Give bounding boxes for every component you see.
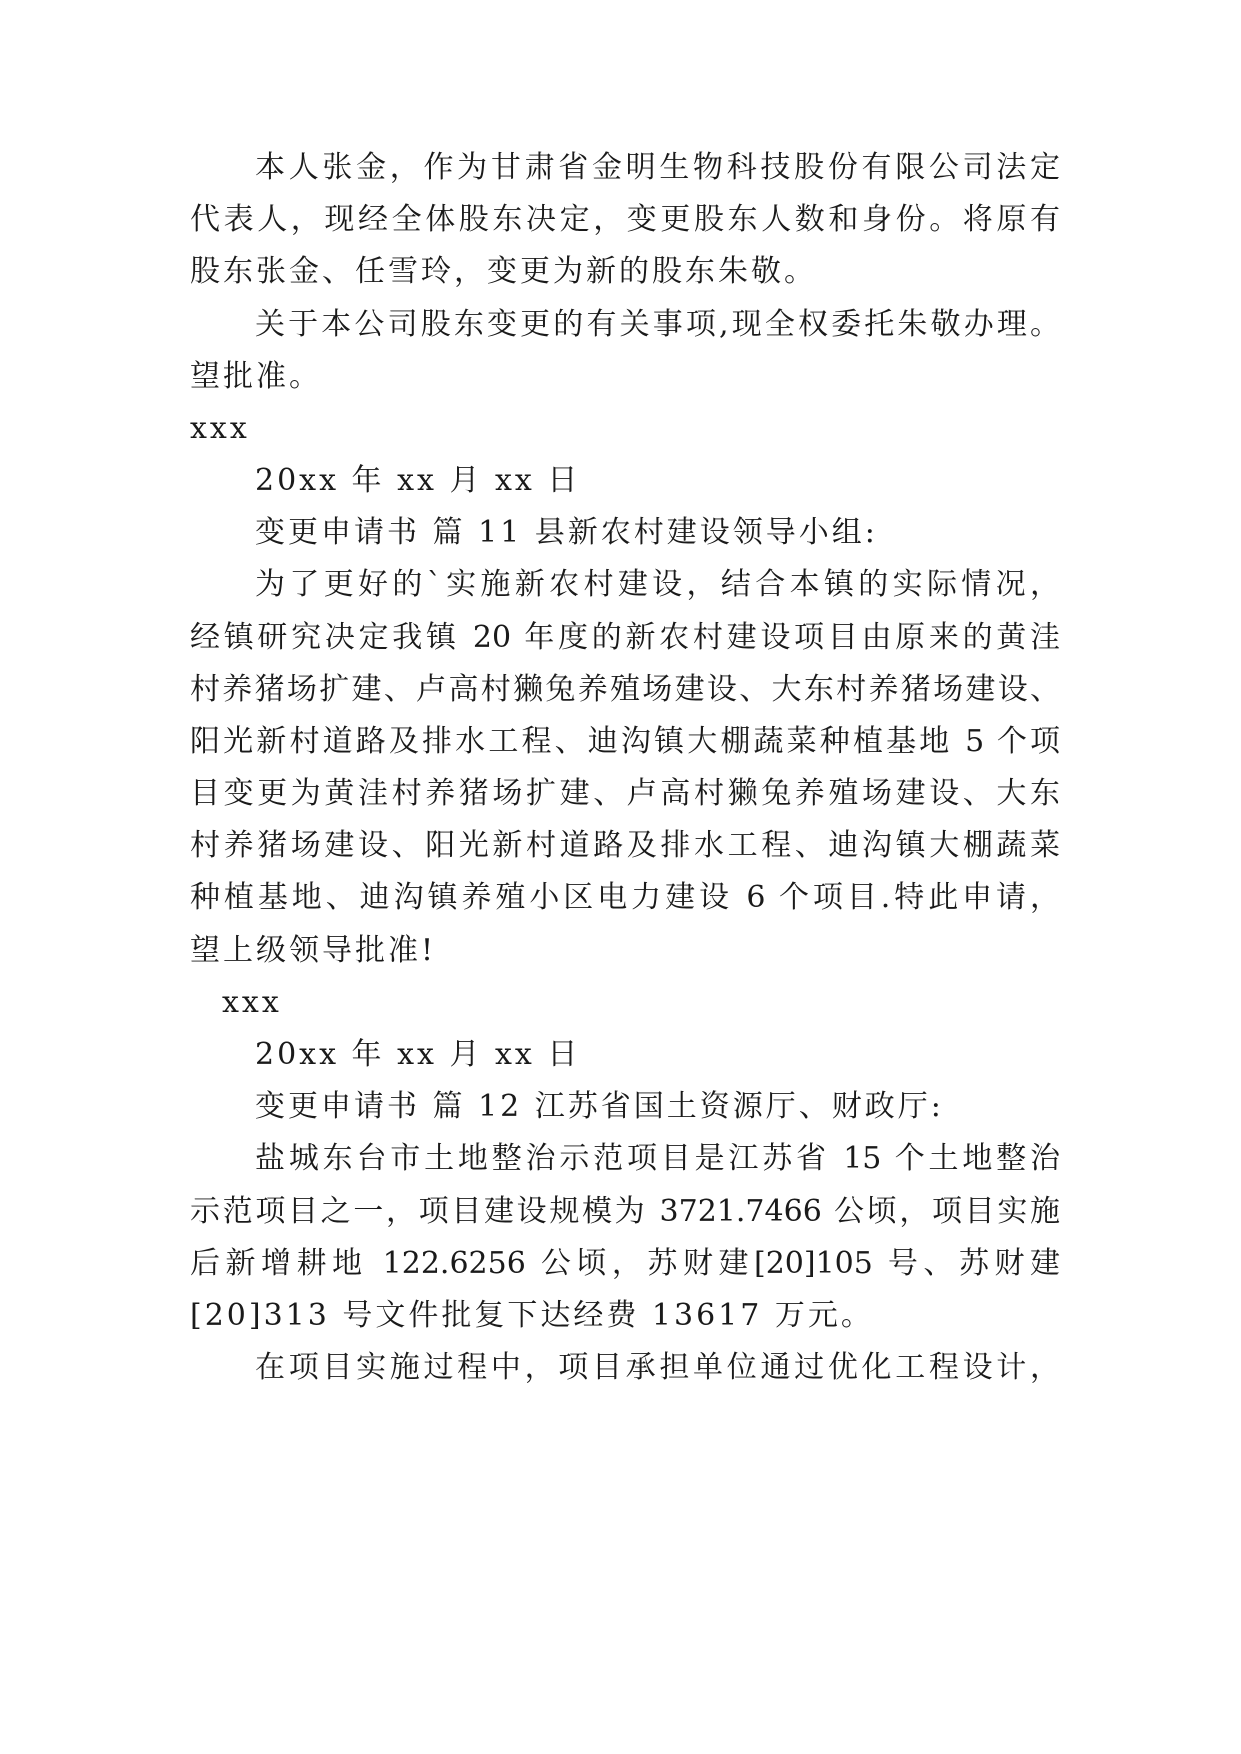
text-line: 目变更为黄洼村养猪场扩建、卢高村獭兔养殖场建设、大东 bbox=[190, 776, 1060, 811]
text-line: 阳光新村道路及排水工程、迪沟镇大棚蔬菜种植基地 5 个项 bbox=[190, 724, 1060, 759]
text-line: 关于本公司股东变更的有关事项,现全权委托朱敬办理。 bbox=[255, 307, 1060, 342]
text-line: 股东张金、任雪玲，变更为新的股东朱敬。 bbox=[190, 254, 817, 289]
section-heading: 变更申请书 篇 11 县新农村建设领导小组: bbox=[255, 515, 878, 550]
text-line: 望批准。 bbox=[190, 359, 322, 394]
text-line: 种植基地、迪沟镇养殖小区电力建设 6 个项目.特此申请， bbox=[190, 880, 1060, 915]
text-line: 望上级领导批准! bbox=[190, 933, 437, 968]
text-line: 经镇研究决定我镇 20 年度的新农村建设项目由原来的黄洼 bbox=[190, 620, 1060, 655]
date-line: 20xx 年 xx 月 xx 日 bbox=[255, 463, 581, 498]
text-line: 代表人，现经全体股东决定，变更股东人数和身份。将原有 bbox=[190, 202, 1060, 237]
text-line: 村养猪场建设、阳光新村道路及排水工程、迪沟镇大棚蔬菜 bbox=[190, 828, 1060, 863]
signature-line: xxx bbox=[222, 985, 282, 1020]
text-line: 为了更好的`实施新农村建设，结合本镇的实际情况， bbox=[255, 567, 1060, 602]
text-line: 盐城东台市土地整治示范项目是江苏省 15 个土地整治 bbox=[255, 1141, 1060, 1176]
text-line: 本人张金，作为甘肃省金明生物科技股份有限公司法定 bbox=[255, 150, 1060, 185]
date-line: 20xx 年 xx 月 xx 日 bbox=[255, 1037, 581, 1072]
signature-line: xxx bbox=[190, 411, 250, 446]
text-line: 村养猪场扩建、卢高村獭兔养殖场建设、大东村养猪场建设、 bbox=[190, 672, 1060, 707]
text-line: 示范项目之一，项目建设规模为 3721.7466 公顷，项目实施 bbox=[190, 1194, 1060, 1229]
text-line: 在项目实施过程中，项目承担单位通过优化工程设计， bbox=[255, 1350, 1060, 1385]
section-heading: 变更申请书 篇 12 江苏省国土资源厅、财政厅: bbox=[255, 1089, 944, 1124]
text-line: 后新增耕地 122.6256 公顷，苏财建[20]105 号、苏财建 bbox=[190, 1246, 1060, 1281]
text-line: [20]313 号文件批复下达经费 13617 万元。 bbox=[190, 1298, 874, 1333]
